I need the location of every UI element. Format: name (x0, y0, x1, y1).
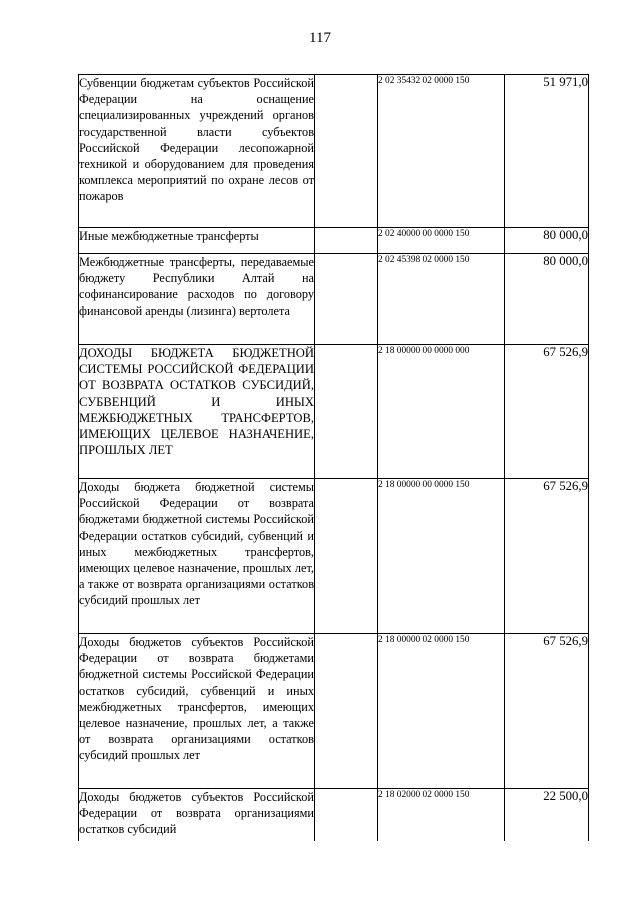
table-row (79, 789, 589, 841)
row-empty-cell (315, 789, 378, 841)
budget-table (78, 74, 589, 841)
row-empty-cell (315, 345, 378, 479)
row-empty-cell (315, 479, 378, 634)
row-code: 2 02 40000 00 0000 150 (378, 228, 505, 254)
row-description: Иные межбюджетные трансферты (79, 228, 315, 254)
row-description: Межбюджетные трансферты, передаваемые бюджету Республики Алтай на софинансирование расходов по договору финансовой аренды (лизинга) вертолета (79, 254, 315, 345)
row-code: 2 02 45398 02 0000 150 (378, 254, 505, 345)
table-row (79, 254, 589, 345)
row-code: 2 18 00000 00 0000 000 (378, 345, 505, 479)
table-row (79, 634, 589, 789)
row-amount: 67 526,9 (505, 634, 589, 789)
row-description: ДОХОДЫ БЮДЖЕТА БЮДЖЕТНОЙ СИСТЕМЫ РОССИЙСКОЙ ФЕДЕРАЦИИ ОТ ВОЗВРАТА ОСТАТКОВ СУБСИДИЙ, СУБВЕНЦИЙ И ИНЫХ МЕЖБЮДЖЕТНЫХ ТРАНСФЕРТОВ, ИМЕЮЩИХ ЦЕЛЕВОЕ НАЗНАЧЕНИЕ, ПРОШЛЫХ ЛЕТ (79, 345, 315, 479)
table-row (79, 479, 589, 634)
row-code: 2 02 35432 02 0000 150 (378, 75, 505, 228)
row-amount: 80 000,0 (505, 228, 589, 254)
row-description: Субвенции бюджетам субъектов Российской Федерации на оснащение специализированных учреждений органов государственной власти субъектов Российской Федерации лесопожарной техникой и оборудованием для проведения комплекса мероприятий по охране лесов от пожаров (79, 75, 315, 228)
row-empty-cell (315, 254, 378, 345)
row-description: Доходы бюджета бюджетной системы Российской Федерации от возврата бюджетами бюджетной системы Российской Федерации остатков субсидий, субвенций и иных межбюджетных трансфертов, имеющих целевое назначение, прошлых лет, а также от возврата организациями остатков субсидий прошлых лет (79, 479, 315, 634)
page-number: 117 (309, 30, 331, 46)
row-amount: 22 500,0 (505, 789, 589, 841)
row-description: Доходы бюджетов субъектов Российской Федерации от возврата бюджетами бюджетной системы Российской Федерации остатков субсидий, субвенций и иных межбюджетных трансфертов, имеющих целевое назначение, прошлых лет, а также от возврата организациями остатков субсидий прошлых лет (79, 634, 315, 789)
row-code: 2 18 02000 02 0000 150 (378, 789, 505, 841)
table-row (79, 345, 589, 479)
row-code: 2 18 00000 00 0000 150 (378, 479, 505, 634)
row-empty-cell (315, 634, 378, 789)
table-row (79, 228, 589, 254)
table-row (79, 75, 589, 228)
row-code: 2 18 00000 02 0000 150 (378, 634, 505, 789)
row-amount: 51 971,0 (505, 75, 589, 228)
row-description: Доходы бюджетов субъектов Российской Федерации от возврата организациями остатков субсидий (79, 789, 315, 841)
row-empty-cell (315, 75, 378, 228)
row-empty-cell (315, 228, 378, 254)
row-amount: 67 526,9 (505, 479, 589, 634)
row-amount: 67 526,9 (505, 345, 589, 479)
row-amount: 80 000,0 (505, 254, 589, 345)
